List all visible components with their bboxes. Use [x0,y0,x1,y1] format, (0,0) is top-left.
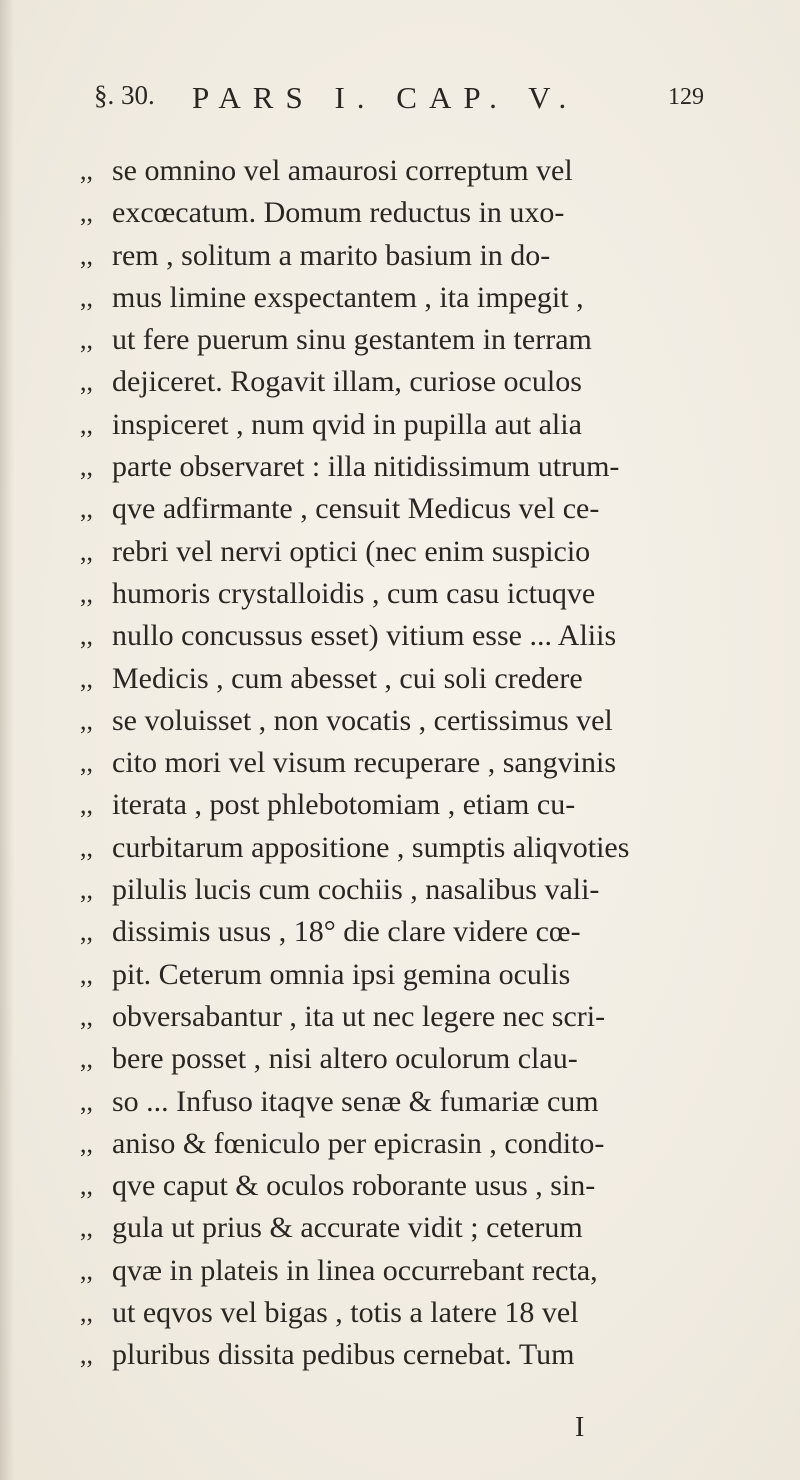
line-text: se omnino vel amaurosi correptum vel [112,154,573,187]
text-line [80,277,720,319]
line-text: qve caput & oculos roborante usus , sin- [112,1169,596,1203]
text-line [80,446,720,488]
line-text: parte observaret : illa nitidissimum utrum- [112,450,620,484]
line-text: obversabantur , ita ut nec legere nec scri- [112,999,606,1033]
line-text: bere posset , nisi altero oculorum clau- [112,1042,578,1076]
quotation-mark: ,, [80,1213,93,1243]
line-text: mus limine exspectantem , ita impegit , [112,280,584,314]
line-text: ut eqvos vel bigas , totis a latere 18 vel [112,1296,579,1330]
text-line [80,911,720,953]
line-text: curbitarum appositione , sumptis aliqvoties [112,830,630,864]
running-header [94,80,704,120]
quotation-mark: ,, [80,748,93,778]
quotation-mark: ,, [80,875,93,905]
quotation-mark: ,, [80,240,93,270]
line-text: se voluisset , non vocatis , certissimus vel [112,703,613,737]
quotation-mark: ,, [80,1128,93,1158]
text-line [80,784,720,826]
line-text: rem , solitum a marito basium in do- [112,238,551,272]
quotation-mark: ,, [80,198,93,228]
line-text: iterata , post phlebotomiam , etiam cu- [112,788,576,822]
text-line [80,1081,720,1123]
quotation-mark: ,, [80,663,93,693]
line-text: aniso & fœniculo per epicrasin , condito- [112,1126,605,1160]
text-line [80,192,720,234]
line-text: rebri vel nervi optici (nec enim suspicio [112,534,591,568]
running-title: PARS I. CAP. V. [192,80,579,115]
line-text: dejiceret. Rogavit illam, curiose oculos [112,365,582,399]
quotation-mark: ,, [80,832,93,862]
quotation-mark: ,, [80,536,93,566]
text-line [80,658,720,700]
line-text: nullo concussus esset) vitium esse ... Aliis [112,619,617,653]
section-number: §. 30. [94,80,155,110]
text-line [80,615,720,657]
text-line [80,361,720,403]
text-line [80,1207,720,1249]
page-number: 129 [668,84,704,110]
quotation-mark: ,, [80,1001,93,1031]
text-line [80,235,720,277]
quotation-mark: ,, [80,282,93,312]
quotation-mark: ,, [80,1340,93,1370]
line-text: ut fere puerum sinu gestantem in terram [112,323,592,357]
quotation-mark: ,, [80,1086,93,1116]
quotation-mark: ,, [80,1171,93,1201]
quotation-mark: ,, [80,917,93,947]
spine-shadow [0,0,14,1480]
text-line [80,954,720,996]
text-body [80,150,720,1377]
text-line [80,1334,720,1376]
text-line [80,1250,720,1292]
text-line [80,827,720,869]
line-text: pit. Ceterum omnia ipsi gemina oculis [112,957,571,991]
line-text: dissimis usus , 18° die clare videre cœ- [112,915,581,949]
line-text: inspiceret , num qvid in pupilla aut alia [112,407,582,441]
line-text: so ... Infuso itaqve senæ & fumariæ cum [112,1084,599,1118]
text-line [80,1123,720,1165]
line-text: qvæ in plateis in linea occurrebant recta, [112,1253,598,1287]
quotation-mark: ,, [80,621,93,651]
quotation-mark: ,, [80,325,93,355]
quotation-mark: ,, [80,409,93,439]
text-line [80,150,720,192]
line-text: Medicis , cum abesset , cui soli credere [112,661,583,695]
quotation-mark: ,, [80,452,93,482]
line-text: pluribus dissita pedibus cernebat. Tum [112,1338,575,1372]
text-line [80,700,720,742]
text-line [80,404,720,446]
line-text: cito mori vel visum recuperare , sangvinis [112,746,617,780]
text-line [80,1292,720,1334]
quotation-mark: ,, [80,959,93,989]
quotation-mark: ,, [80,790,93,820]
quotation-mark: ,, [80,705,93,735]
text-line [80,573,720,615]
line-text: gula ut prius & accurate vidit ; ceterum [112,1211,583,1245]
text-line [80,869,720,911]
text-line [80,742,720,784]
text-line [80,531,720,573]
quotation-mark: ,, [80,367,93,397]
quotation-mark: ,, [80,1255,93,1285]
text-line [80,488,720,530]
catchword: I [575,1412,585,1443]
line-text: humoris crystalloidis , cum casu ictuqve [112,576,596,610]
quotation-mark: ,, [80,1298,93,1328]
line-text: qve adfirmante , censuit Medicus vel ce- [112,492,600,526]
line-text: excœcatum. Domum reductus in uxo- [112,196,565,230]
quotation-mark: ,, [80,1044,93,1074]
quotation-mark: ,, [80,578,93,608]
quotation-mark: ,, [80,156,93,185]
text-line [80,319,720,361]
text-line [80,996,720,1038]
line-text: pilulis lucis cum cochiis , nasalibus vali- [112,873,600,907]
quotation-mark: ,, [80,494,93,524]
text-line [80,1165,720,1207]
text-line [80,1038,720,1080]
